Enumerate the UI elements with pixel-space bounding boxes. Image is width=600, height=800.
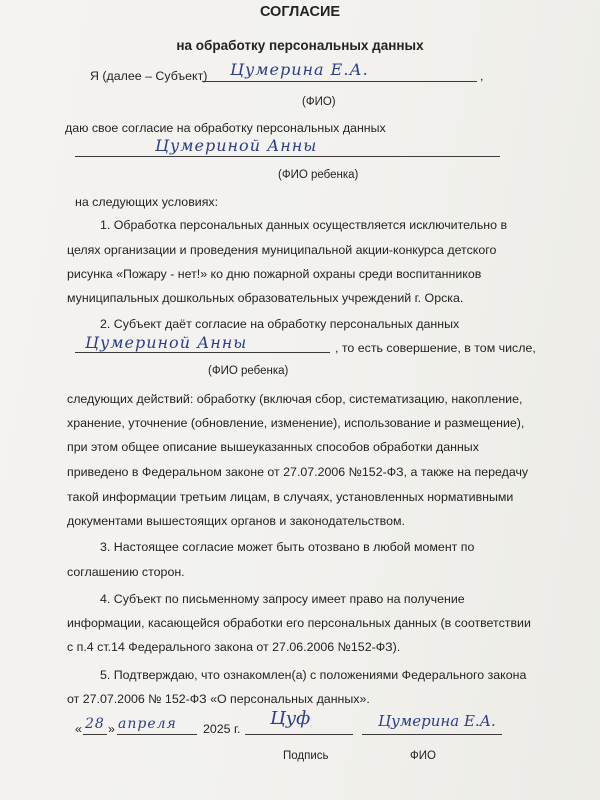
item2-line: приведено в Федеральном законе от 27.07.2006 №152-ФЗ, а также на передачу [67,465,529,479]
item2-handwritten: Цумериной Анны [85,333,248,352]
subject-handwritten: Цумерина Е.А. [230,60,369,79]
child-handwritten: Цумериной Анны [155,136,318,155]
item1-line: 1. Обработка персональных данных осуществляется исключительно в [100,218,508,232]
item1-line: рисунка «Пожару - нет!» ко дню пожарной охраны среди воспитанников [67,267,482,281]
item4-line: 4. Субъект по письменному запросу имеет право на получение [100,592,465,606]
subject-comma: , [480,69,484,83]
document-title: СОГЛАСИЕ [259,4,341,20]
conditions-intro: на следующих условиях: [75,195,219,209]
item2-line: такой информации третьим лицам, в случаях, установленных нормативными [67,490,514,504]
subject-prefix: Я (далее – Субъект) [90,69,208,83]
item2-suffix: , то есть совершение, в том числе, [335,341,536,355]
fio-signed-underline [362,734,502,735]
date-close-quote: » [108,722,115,736]
item5-line: 5. Подтверждаю, что ознакомлен(а) с положениями Федерального закона [100,668,527,682]
date-day-handwritten: 28 [85,716,105,732]
item1-line: муниципальных дошкольных образовательных учреждений г. Орска. [67,291,464,305]
date-month-underline [117,734,197,735]
fio-signed-caption: ФИО [410,750,436,762]
item3-line: соглашению сторон. [67,565,185,579]
item2-underline [75,352,330,353]
signature-caption: Подпись [283,750,329,762]
item2-first-line: 2. Субъект даёт согласие на обработку персональных данных [100,317,460,331]
fio-caption: (ФИО) [302,96,336,108]
item4-line: информации, касающейся обработки его персональных данных (в соответствии [67,616,531,630]
item2-line: при этом общее описание вышеуказанных способов обработки данных [67,440,479,454]
item1-line: целях организации и проведения муниципальной акции-конкурса детского [67,243,497,257]
document-subtitle: на обработку персональных данных [176,38,424,53]
consent-line: даю свое согласие на обработку персональных данных [65,121,386,135]
date-open-quote: « [75,722,82,736]
subject-underline [202,81,477,82]
item3-line: 3. Настоящее согласие может быть отозвано в любой момент по [100,540,475,554]
item2-line: документами вышестоящих органов и законодательством. [67,514,405,528]
item5-line: от 27.07.2006 № 152-ФЗ «О персональных данных». [67,692,370,706]
item2-caption: (ФИО ребенка) [208,365,289,377]
date-month-handwritten: апреля [118,716,177,732]
signature-underline [245,734,353,735]
date-day-underline [83,734,107,735]
child-underline [75,156,500,157]
item4-line: с п.4 ст.14 Федерального закона от 27.06.2006 №152-ФЗ). [67,640,401,654]
signature-mark: Цуф [270,708,311,729]
item2-line: следующих действий: обработку (включая сбор, систематизацию, накопление, [67,392,523,406]
child-caption: (ФИО ребенка) [278,169,359,181]
item2-line: хранение, уточнение (обновление, изменение), использование и размещение), [67,416,525,430]
fio-signed-handwritten: Цумерина Е.А. [378,712,496,730]
date-year: 2025 г. [203,722,241,736]
